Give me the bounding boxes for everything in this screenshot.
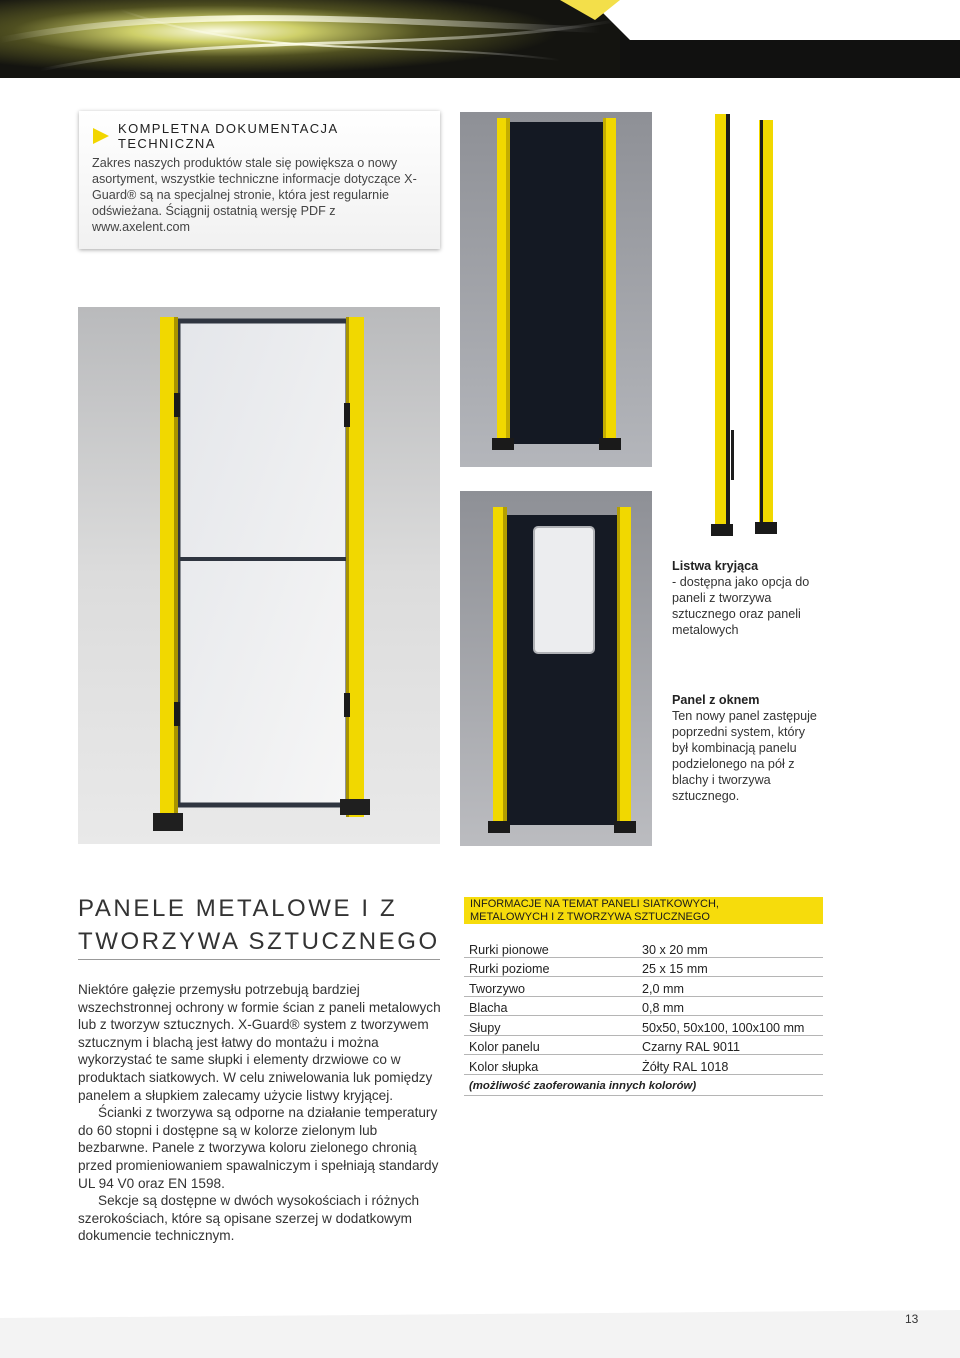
technical-documentation-box [79, 111, 440, 249]
spec-value: 2,0 mm [642, 977, 823, 997]
spec-value: Czarny RAL 9011 [642, 1035, 823, 1055]
play-arrow-icon [92, 127, 110, 145]
page-number: 13 [905, 1312, 919, 1326]
table-row [464, 938, 823, 957]
photo-mesh-panel [78, 307, 440, 844]
caption-cover-strip-title: Listwa kryjąca [672, 559, 759, 573]
table-row [464, 977, 823, 997]
spec-label: Rurki poziome [464, 957, 642, 977]
caption-window-panel-title: Panel z oknem [672, 693, 760, 707]
heading-divider [78, 959, 440, 960]
info-box-header [92, 121, 440, 151]
spec-note: (możliwość zaoferowania innych kolorów) [464, 1076, 823, 1096]
photo-cover-strip [706, 110, 786, 540]
photo-black-panel [460, 112, 652, 467]
body-paragraph: Ścianki z tworzywa są odporne na działanie temperatury do 60 stopni i dostępne są w kolorze zielonym lub bezbarwne. Panele z tworzywa koloru zielonego chronią przed promieniowaniem spawalniczym i spełniają standardy UL 94 V0 oraz EN 1598. [78, 1105, 439, 1191]
header-banner [0, 0, 960, 78]
info-box-heading: KOMPLETNA DOKUMENTACJA TECHNICZNA [118, 121, 338, 151]
spec-heading-line: INFORMACJE NA TEMAT PANELI SIATKOWYCH, [470, 898, 719, 910]
spec-table-heading [464, 897, 823, 924]
spec-value: 50x50, 50x100, 100x100 mm [642, 1016, 823, 1036]
caption-window-panel-text: Ten nowy panel zastępuje poprzedni system, który był kombinacją panelu podzielonego na pół z blachy i tworzywa sztucznego. [672, 709, 817, 803]
info-box-text: Zakres naszych produktów stale się powiększa o nowy asortyment, wszystkie techniczne informacje dotyczące X-Guard® są na specjalnej stronie, która jest regularnie odświeżana. Ściągnij ostatnią wersję PDF z www.axelent.com [92, 156, 417, 234]
table-row [464, 1055, 823, 1075]
spec-label: Słupy [464, 1016, 642, 1036]
spec-table [464, 938, 823, 1075]
spec-value: Żółty RAL 1018 [642, 1055, 823, 1075]
photo-window-panel [460, 491, 652, 846]
spec-label: Kolor panelu [464, 1035, 642, 1055]
body-paragraph: Niektóre gałęzie przemysłu potrzebują bardziej wszechstronnej ochrony w formie ścian z paneli metalowych lub z tworzyw sztucznych. X-Guard® system z tworzywem sztucznym i blachą jest łatwy do montażu i można wykorzystać te same słupki i elementy drzwiowe co w produktach siatkowych. W celu zniwelowania luk pomiędzy panelem a słupkiem zalecamy użycie listwy kryjącej. [78, 982, 441, 1103]
section-heading: PANELE METALOWE I Z TWORZYWA SZTUCZNEGO [78, 895, 440, 955]
spec-heading-line: METALOWYCH I Z TWORZYWA SZTUCZNEGO [470, 910, 710, 923]
caption-window-panel [672, 692, 822, 804]
table-row [464, 957, 823, 977]
table-row [464, 1035, 823, 1055]
spec-label: Tworzywo [464, 977, 642, 997]
footer-band [0, 1310, 960, 1358]
table-row [464, 996, 823, 1016]
caption-cover-strip-text: - dostępna jako opcja do paneli z tworzywa sztucznego oraz paneli metalowych [672, 575, 810, 637]
spec-value: 0,8 mm [642, 996, 823, 1016]
spec-label: Rurki pionowe [464, 938, 642, 957]
spec-value: 25 x 15 mm [642, 957, 823, 977]
table-row [464, 1016, 823, 1036]
spec-value: 30 x 20 mm [642, 938, 823, 957]
spec-label: Kolor słupka [464, 1055, 642, 1075]
section-body [78, 981, 444, 1245]
caption-cover-strip [672, 558, 822, 638]
body-paragraph: Sekcje są dostępne w dwóch wysokościach i różnych szerokościach, które są opisane szerzej w dodatkowym dokumencie technicznym. [78, 1193, 420, 1244]
spec-label: Blacha [464, 996, 642, 1016]
